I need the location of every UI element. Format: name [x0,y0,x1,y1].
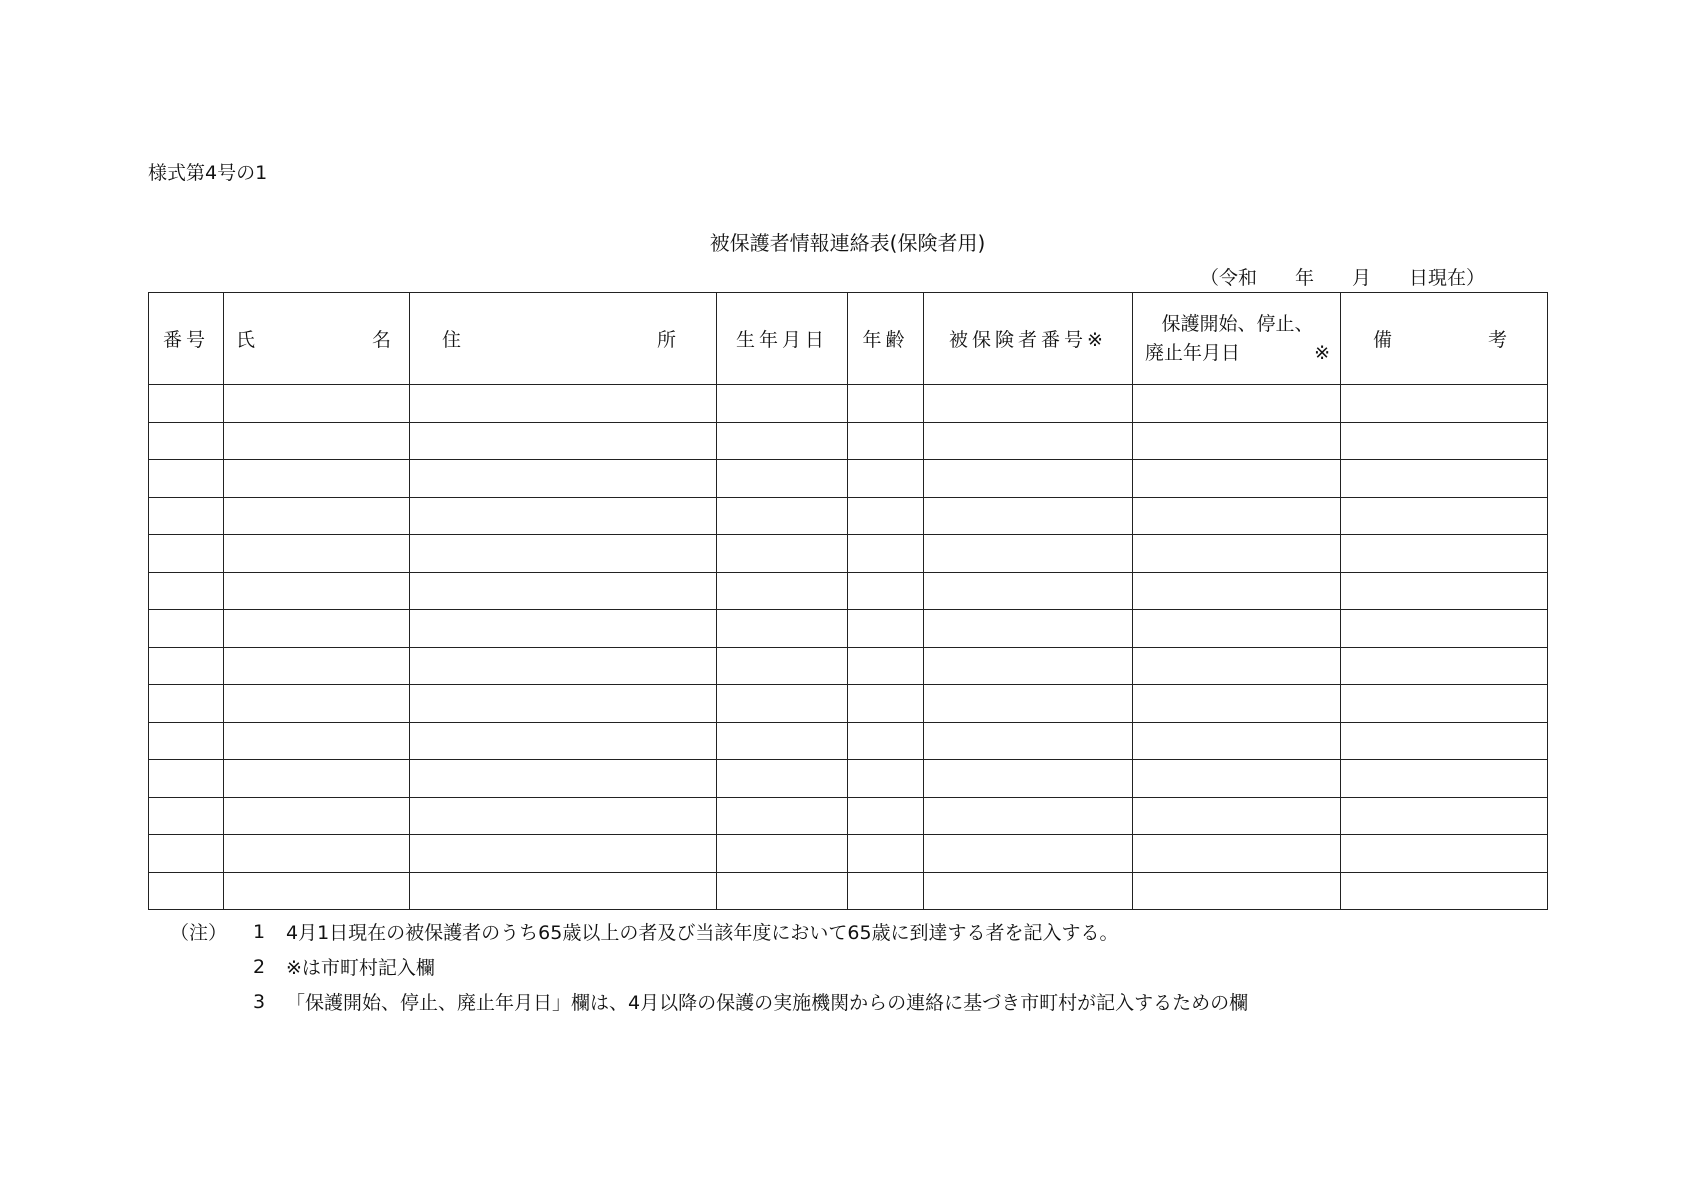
table-cell[interactable] [224,647,410,685]
table-row [149,422,1548,460]
table-cell[interactable] [224,572,410,610]
table-cell[interactable] [924,610,1133,648]
table-cell[interactable] [848,835,924,873]
table-cell[interactable] [224,760,410,798]
table-body [149,385,1548,910]
table-row [149,572,1548,610]
table-cell[interactable] [149,385,224,423]
table-cell[interactable] [1133,685,1341,723]
table-cell[interactable] [717,797,848,835]
table-cell[interactable] [410,497,717,535]
table-cell[interactable] [848,685,924,723]
header-protection-dates: 保護開始、停止、 廃止年月日 ※ [1133,293,1341,385]
document-title: 被保護者情報連絡表(保険者用) [709,231,986,255]
table-row [149,535,1548,573]
table-cell[interactable] [1341,797,1548,835]
table-cell[interactable] [717,572,848,610]
table-cell[interactable] [717,497,848,535]
table-cell[interactable] [410,385,717,423]
table-cell[interactable] [149,872,224,910]
table-cell[interactable] [848,610,924,648]
table-row [149,872,1548,910]
table-cell[interactable] [410,422,717,460]
table-cell[interactable] [1341,722,1548,760]
form-number: 様式第4号の1 [148,162,268,184]
table-row [149,497,1548,535]
table-cell[interactable] [924,722,1133,760]
table-cell[interactable] [1341,685,1548,723]
table-cell[interactable] [410,760,717,798]
table-row [149,385,1548,423]
notes-prefix: （注） [170,922,228,944]
table-row [149,760,1548,798]
table-cell[interactable] [410,872,717,910]
table-cell[interactable] [717,535,848,573]
table-cell[interactable] [1133,722,1341,760]
table-cell[interactable] [149,647,224,685]
table-cell[interactable] [717,385,848,423]
table-cell[interactable] [1341,535,1548,573]
table-cell[interactable] [1133,535,1341,573]
table-cell[interactable] [1133,460,1341,498]
table-cell[interactable] [848,460,924,498]
table-cell[interactable] [717,760,848,798]
table-cell[interactable] [717,422,848,460]
table-cell[interactable] [1341,460,1548,498]
table-cell[interactable] [1341,760,1548,798]
table-cell[interactable] [1341,572,1548,610]
note-number: 2 [252,955,266,978]
table-cell[interactable] [924,535,1133,573]
table-cell[interactable] [924,497,1133,535]
table-cell[interactable] [149,760,224,798]
table-cell[interactable] [717,872,848,910]
table-cell[interactable] [1133,572,1341,610]
table-cell[interactable] [149,460,224,498]
table-cell[interactable] [924,685,1133,723]
header-number: 番号 [149,293,224,385]
header-age: 年齢 [848,293,924,385]
table-cell[interactable] [848,872,924,910]
table-cell[interactable] [224,460,410,498]
table-cell[interactable] [224,722,410,760]
table-cell[interactable] [1341,385,1548,423]
table-cell[interactable] [1133,385,1341,423]
table-cell[interactable] [1133,797,1341,835]
table-cell[interactable] [224,835,410,873]
table-cell[interactable] [924,760,1133,798]
as-of-date: （令和 年 月 日現在） [1200,267,1486,289]
table-cell[interactable] [1133,872,1341,910]
table-cell[interactable] [224,535,410,573]
table-cell[interactable] [149,610,224,648]
table-cell[interactable] [924,835,1133,873]
table-cell[interactable] [410,797,717,835]
table-cell[interactable] [717,835,848,873]
table-cell[interactable] [848,760,924,798]
table-cell[interactable] [924,797,1133,835]
header-name: 氏 名 [224,293,410,385]
table-cell[interactable] [410,610,717,648]
table-cell[interactable] [224,872,410,910]
table-row [149,835,1548,873]
table-cell[interactable] [848,535,924,573]
table-cell[interactable] [924,572,1133,610]
table-cell[interactable] [1341,835,1548,873]
table-cell[interactable] [1133,422,1341,460]
header-address: 住 所 [410,293,717,385]
table-cell[interactable] [1133,760,1341,798]
table-cell[interactable] [149,685,224,723]
table-cell[interactable] [149,422,224,460]
table-cell[interactable] [1133,835,1341,873]
table-cell[interactable] [924,647,1133,685]
table-cell[interactable] [717,722,848,760]
table-cell[interactable] [1133,497,1341,535]
table-cell[interactable] [924,385,1133,423]
table-cell[interactable] [848,572,924,610]
table-cell[interactable] [1341,497,1548,535]
table-cell[interactable] [410,535,717,573]
note-number: 3 [252,990,266,1013]
table-row [149,647,1548,685]
table-cell[interactable] [224,422,410,460]
header-insured-number: 被保険者番号※ [924,293,1133,385]
table-cell[interactable] [224,497,410,535]
table-cell[interactable] [410,722,717,760]
table-cell[interactable] [149,572,224,610]
table-cell[interactable] [1341,610,1548,648]
table-cell[interactable] [410,835,717,873]
note-number: 1 [252,920,266,943]
table-cell[interactable] [924,422,1133,460]
table-cell[interactable] [149,797,224,835]
table-row [149,460,1548,498]
note-item [170,914,1248,949]
table-cell[interactable] [848,422,924,460]
table-cell[interactable] [149,722,224,760]
table-cell[interactable] [717,647,848,685]
note-text: 「保護開始、停止、廃止年月日」欄は、4月以降の保護の実施機関からの連絡に基づき市町村が記入するための欄 [286,992,1249,1014]
table-row [149,685,1548,723]
note-text: ※は市町村記入欄 [286,957,435,979]
table-cell[interactable] [410,685,717,723]
note-text: 4月1日現在の被保護者のうち65歳以上の者及び当該年度において65歳に到達する者を記入する。 [286,922,1119,944]
table-cell[interactable] [717,685,848,723]
table-cell[interactable] [224,385,410,423]
table-row [149,722,1548,760]
table-header-row [149,293,1548,385]
table-cell[interactable] [1341,422,1548,460]
recipient-info-table [148,292,1548,910]
table-cell[interactable] [149,497,224,535]
table-row [149,797,1548,835]
table-cell[interactable] [848,385,924,423]
table-cell[interactable] [1341,872,1548,910]
table-cell[interactable] [848,722,924,760]
header-birthdate: 生年月日 [717,293,848,385]
note-item [170,984,1248,1019]
table-cell[interactable] [717,610,848,648]
table-cell[interactable] [1133,610,1341,648]
table-row [149,610,1548,648]
table-cell[interactable] [224,797,410,835]
table-cell[interactable] [848,797,924,835]
table-cell[interactable] [717,460,848,498]
table-cell[interactable] [149,535,224,573]
table-cell[interactable] [924,460,1133,498]
table-cell[interactable] [1341,647,1548,685]
header-remarks: 備 考 [1341,293,1548,385]
table-cell[interactable] [410,647,717,685]
table-cell[interactable] [410,460,717,498]
table-cell[interactable] [1133,647,1341,685]
table-cell[interactable] [848,497,924,535]
table-cell[interactable] [224,685,410,723]
table-cell[interactable] [410,572,717,610]
note-item [170,949,1248,984]
table-cell[interactable] [224,610,410,648]
table-cell[interactable] [848,647,924,685]
table-cell[interactable] [924,872,1133,910]
table-cell[interactable] [149,835,224,873]
notes [170,914,1248,1019]
